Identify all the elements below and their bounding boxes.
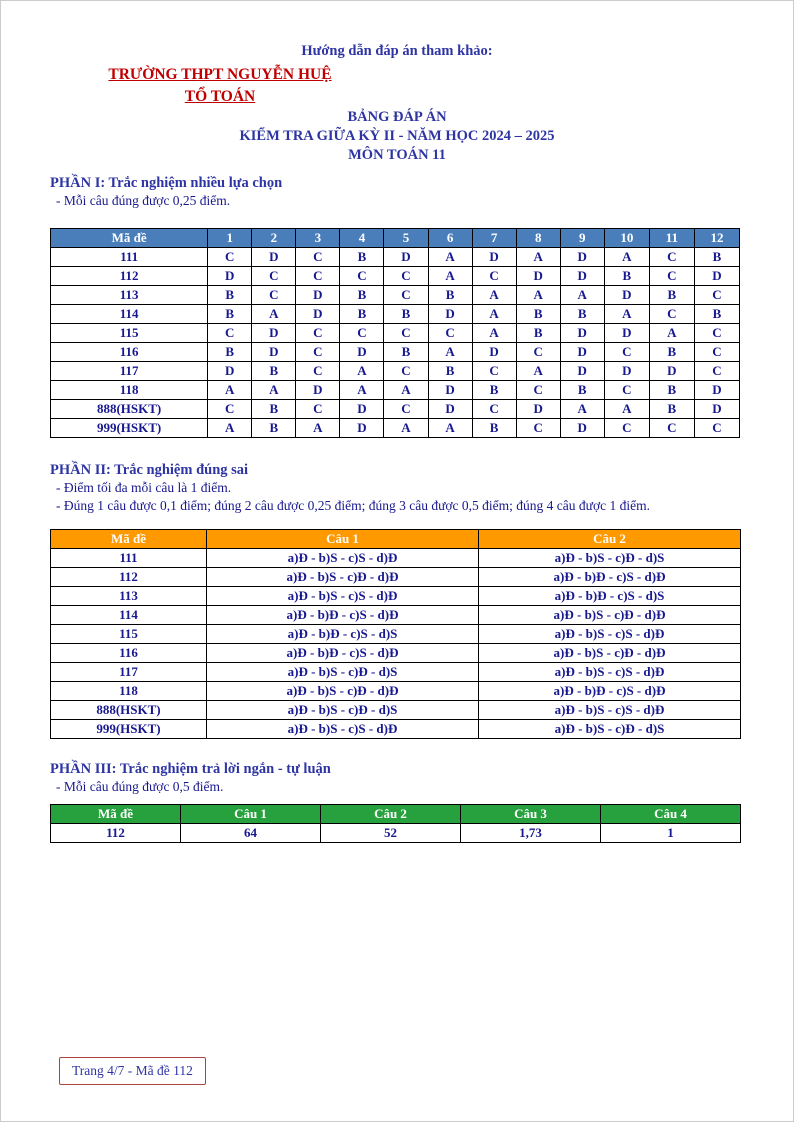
answer-cell: a)Đ - b)S - c)Đ - d)S [207, 663, 479, 682]
answer-sheet-title: BẢNG ĐÁP ÁN [347, 109, 447, 125]
guide-title: Hướng dẫn đáp án tham khảo: [301, 43, 493, 59]
table-row [51, 380, 740, 399]
answer-cell: D [560, 266, 604, 285]
column-header: 5 [384, 228, 428, 247]
answer-cell: D [560, 361, 604, 380]
answer-cell: C [252, 285, 296, 304]
column-header: 2 [252, 228, 296, 247]
answer-cell: a)Đ - b)S - c)Đ - d)S [479, 549, 741, 568]
answer-cell: B [252, 418, 296, 437]
table-header-row [51, 805, 741, 824]
answer-cell: B [560, 380, 604, 399]
answer-cell: B [208, 342, 252, 361]
table-row [51, 247, 740, 266]
part3-table-body [51, 824, 741, 843]
part2-table-body [51, 549, 741, 739]
exam-code-cell: 111 [51, 549, 207, 568]
answer-cell: a)Đ - b)S - c)S - d)Đ [207, 587, 479, 606]
answer-cell: C [516, 342, 560, 361]
answer-cell: B [340, 304, 384, 323]
exam-code-cell: 999(HSKT) [51, 418, 208, 437]
answer-cell: C [208, 399, 252, 418]
answer-cell: C [384, 266, 428, 285]
exam-code-cell: 116 [51, 342, 208, 361]
answer-cell: A [649, 323, 694, 342]
exam-code-cell: 117 [51, 663, 207, 682]
answer-cell: C [694, 342, 739, 361]
answer-cell: D [694, 399, 739, 418]
answer-cell: C [649, 266, 694, 285]
answer-cell: A [208, 380, 252, 399]
answer-cell: C [296, 342, 340, 361]
answer-cell: C [472, 361, 516, 380]
answer-cell: D [516, 266, 560, 285]
column-header: 4 [340, 228, 384, 247]
answer-cell: 64 [181, 824, 321, 843]
answer-cell: 52 [321, 824, 461, 843]
answer-cell: a)Đ - b)S - c)S - d)Đ [479, 701, 741, 720]
answer-cell: C [296, 266, 340, 285]
answer-cell: C [472, 399, 516, 418]
answer-cell: B [340, 247, 384, 266]
part2-note-2: - Đúng 1 câu được 0,1 điểm; đúng 2 câu được 0,25 điểm; đúng 3 câu được 0,5 điểm; đúng 4 câu được 1 điểm. [56, 497, 650, 513]
answer-cell: C [604, 418, 649, 437]
answer-cell: B [649, 399, 694, 418]
exam-code-cell: 117 [51, 361, 208, 380]
answer-cell: B [604, 266, 649, 285]
answer-cell: a)Đ - b)S - c)Đ - d)Đ [479, 644, 741, 663]
answer-cell: B [252, 399, 296, 418]
answer-cell: B [649, 285, 694, 304]
part2-heading: PHẦN II: Trắc nghiệm đúng sai [50, 461, 249, 478]
answer-cell: A [428, 342, 472, 361]
exam-code-cell: 116 [51, 644, 207, 663]
answer-cell: D [560, 323, 604, 342]
answer-cell: A [604, 304, 649, 323]
answer-cell: D [604, 361, 649, 380]
answer-cell: C [340, 323, 384, 342]
answer-cell: B [340, 285, 384, 304]
column-header: Mã đề [51, 805, 181, 824]
answer-cell: a)Đ - b)S - c)S - d)Đ [479, 663, 741, 682]
exam-code-cell: 118 [51, 380, 208, 399]
answer-cell: a)Đ - b)Đ - c)S - d)Đ [479, 682, 741, 701]
answer-cell: D [694, 380, 739, 399]
answer-cell: C [296, 361, 340, 380]
answer-cell: a)Đ - b)S - c)Đ - d)Đ [207, 568, 479, 587]
answer-cell: D [208, 266, 252, 285]
column-header: Câu 2 [321, 805, 461, 824]
school-name: TRƯỜNG THPT NGUYỄN HUỆ [108, 66, 332, 83]
answer-cell: C [384, 285, 428, 304]
answer-cell: C [604, 380, 649, 399]
exam-code-cell: 113 [51, 587, 207, 606]
answer-cell: A [296, 418, 340, 437]
answer-cell: D [516, 399, 560, 418]
answer-cell: D [296, 304, 340, 323]
table-row [51, 568, 741, 587]
answer-cell: A [428, 418, 472, 437]
part1-answer-table [50, 228, 740, 438]
answer-cell: a)Đ - b)Đ - c)S - d)Đ [207, 606, 479, 625]
answer-cell: B [560, 304, 604, 323]
table-row [51, 418, 740, 437]
column-header: 12 [694, 228, 739, 247]
answer-cell: A [516, 285, 560, 304]
table-row [51, 323, 740, 342]
exam-code-cell: 115 [51, 625, 207, 644]
answer-cell: A [560, 285, 604, 304]
column-header: Câu 3 [461, 805, 601, 824]
table-row [51, 663, 741, 682]
answer-cell: D [340, 418, 384, 437]
answer-cell: D [252, 247, 296, 266]
answer-cell: D [560, 418, 604, 437]
answer-cell: A [428, 266, 472, 285]
exam-code-cell: 118 [51, 682, 207, 701]
answer-cell: C [296, 247, 340, 266]
answer-cell: A [516, 361, 560, 380]
table-row [51, 644, 741, 663]
answer-cell: C [252, 266, 296, 285]
table-row [51, 587, 741, 606]
answer-cell: A [604, 399, 649, 418]
answer-cell: a)Đ - b)S - c)Đ - d)S [207, 701, 479, 720]
exam-code-cell: 114 [51, 304, 208, 323]
answer-cell: C [516, 380, 560, 399]
table-row [51, 701, 741, 720]
answer-cell: B [384, 342, 428, 361]
column-header: 7 [472, 228, 516, 247]
answer-cell: A [252, 304, 296, 323]
school-block [50, 66, 390, 106]
answer-cell: D [208, 361, 252, 380]
table-row [51, 682, 741, 701]
column-header: 11 [649, 228, 694, 247]
answer-cell: a)Đ - b)S - c)S - d)Đ [207, 720, 479, 739]
answer-cell: B [252, 361, 296, 380]
column-header: Câu 4 [601, 805, 741, 824]
answer-cell: B [428, 361, 472, 380]
table-row [51, 625, 741, 644]
answer-cell: a)Đ - b)Đ - c)S - d)Đ [207, 644, 479, 663]
table-row [51, 824, 741, 843]
answer-cell: B [694, 304, 739, 323]
answer-cell: A [252, 380, 296, 399]
answer-cell: C [694, 323, 739, 342]
exam-code-cell: 113 [51, 285, 208, 304]
answer-cell: C [296, 323, 340, 342]
part1-note: - Mỗi câu đúng được 0,25 điểm. [56, 192, 231, 208]
answer-cell: 1,73 [461, 824, 601, 843]
part2-answer-table [50, 529, 741, 739]
answer-cell: C [384, 323, 428, 342]
answer-cell: a)Đ - b)S - c)Đ - d)Đ [207, 682, 479, 701]
exam-code-cell: 999(HSKT) [51, 720, 207, 739]
column-header: Mã đề [51, 530, 207, 549]
answer-cell: D [560, 342, 604, 361]
department-name: TỔ TOÁN [184, 88, 256, 105]
table-header-row [51, 228, 740, 247]
part1-table-body [51, 247, 740, 437]
exam-code-cell: 112 [51, 266, 208, 285]
answer-cell: C [694, 418, 739, 437]
answer-cell: D [428, 304, 472, 323]
answer-cell: A [208, 418, 252, 437]
answer-cell: A [428, 247, 472, 266]
exam-code-cell: 114 [51, 606, 207, 625]
table-row [51, 342, 740, 361]
column-header: Câu 2 [479, 530, 741, 549]
answer-cell: D [384, 247, 428, 266]
exam-code-cell: 112 [51, 824, 181, 843]
answer-cell: C [296, 399, 340, 418]
answer-cell: D [252, 323, 296, 342]
answer-cell: a)Đ - b)S - c)Đ - d)S [479, 720, 741, 739]
table-row [51, 361, 740, 380]
answer-cell: B [384, 304, 428, 323]
answer-cell: A [516, 247, 560, 266]
answer-cell: A [560, 399, 604, 418]
table-row [51, 399, 740, 418]
answer-cell: A [340, 361, 384, 380]
answer-cell: B [472, 418, 516, 437]
answer-cell: B [649, 342, 694, 361]
answer-cell: B [649, 380, 694, 399]
answer-cell: a)Đ - b)Đ - c)S - d)S [479, 587, 741, 606]
answer-cell: B [428, 285, 472, 304]
answer-cell: B [694, 247, 739, 266]
table-row [51, 266, 740, 285]
answer-cell: A [472, 285, 516, 304]
answer-cell: D [428, 399, 472, 418]
exam-code-cell: 888(HSKT) [51, 399, 208, 418]
answer-cell: C [472, 266, 516, 285]
answer-cell: B [208, 285, 252, 304]
page-footer: Trang 4/7 - Mã đề 112 [59, 1057, 206, 1085]
column-header: 6 [428, 228, 472, 247]
answer-cell: C [340, 266, 384, 285]
part3-heading: PHẦN III: Trắc nghiệm trả lời ngắn - tự luận [50, 761, 331, 778]
table-row [51, 549, 741, 568]
answer-cell: D [604, 323, 649, 342]
answer-cell: D [649, 361, 694, 380]
answer-cell: A [340, 380, 384, 399]
table-header-row [51, 530, 741, 549]
exam-code-cell: 115 [51, 323, 208, 342]
answer-cell: B [516, 323, 560, 342]
answer-cell: D [694, 266, 739, 285]
answer-cell: A [384, 418, 428, 437]
answer-cell: a)Đ - b)Đ - c)S - d)Đ [479, 568, 741, 587]
part1-heading: PHẦN I: Trắc nghiệm nhiều lựa chọn [50, 174, 283, 191]
answer-cell: D [296, 380, 340, 399]
answer-cell: D [604, 285, 649, 304]
exam-code-cell: 112 [51, 568, 207, 587]
answer-cell: A [472, 323, 516, 342]
answer-cell: C [694, 361, 739, 380]
answer-cell: C [516, 418, 560, 437]
part3-note: - Mỗi câu đúng được 0,5 điểm. [56, 779, 224, 795]
answer-cell: D [472, 342, 516, 361]
answer-cell: C [384, 361, 428, 380]
column-header: Câu 1 [207, 530, 479, 549]
answer-cell: D [340, 399, 384, 418]
answer-cell: C [649, 418, 694, 437]
answer-cell: a)Đ - b)S - c)S - d)Đ [479, 625, 741, 644]
answer-cell: D [296, 285, 340, 304]
exam-title: KIỂM TRA GIỮA KỲ II - NĂM HỌC 2024 – 2025 [239, 127, 555, 144]
table-row [51, 304, 740, 323]
column-header: 3 [296, 228, 340, 247]
table-row [51, 720, 741, 739]
answer-cell: B [208, 304, 252, 323]
answer-cell: C [208, 323, 252, 342]
answer-cell: D [472, 247, 516, 266]
answer-cell: C [649, 247, 694, 266]
answer-cell: a)Đ - b)Đ - c)S - d)S [207, 625, 479, 644]
column-header: Mã đề [51, 228, 208, 247]
column-header: 9 [560, 228, 604, 247]
exam-code-cell: 888(HSKT) [51, 701, 207, 720]
exam-code-cell: 111 [51, 247, 208, 266]
column-header: 1 [208, 228, 252, 247]
answer-cell: A [472, 304, 516, 323]
answer-cell: B [472, 380, 516, 399]
subject-title: MÔN TOÁN 11 [348, 146, 446, 163]
answer-cell: D [560, 247, 604, 266]
answer-cell: C [384, 399, 428, 418]
column-header: 10 [604, 228, 649, 247]
answer-cell: D [340, 342, 384, 361]
answer-cell: a)Đ - b)S - c)S - d)Đ [207, 549, 479, 568]
answer-cell: C [604, 342, 649, 361]
table-row [51, 606, 741, 625]
answer-cell: D [428, 380, 472, 399]
column-header: Câu 1 [181, 805, 321, 824]
answer-cell: D [252, 342, 296, 361]
answer-cell: 1 [601, 824, 741, 843]
answer-cell: A [384, 380, 428, 399]
answer-cell: C [649, 304, 694, 323]
table-row [51, 285, 740, 304]
part3-answer-table [50, 804, 741, 843]
answer-cell: C [208, 247, 252, 266]
answer-cell: C [428, 323, 472, 342]
answer-cell: C [694, 285, 739, 304]
answer-cell: A [604, 247, 649, 266]
column-header: 8 [516, 228, 560, 247]
part2-note-1: - Điểm tối đa mỗi câu là 1 điểm. [56, 479, 232, 495]
answer-cell: a)Đ - b)S - c)Đ - d)Đ [479, 606, 741, 625]
answer-cell: B [516, 304, 560, 323]
